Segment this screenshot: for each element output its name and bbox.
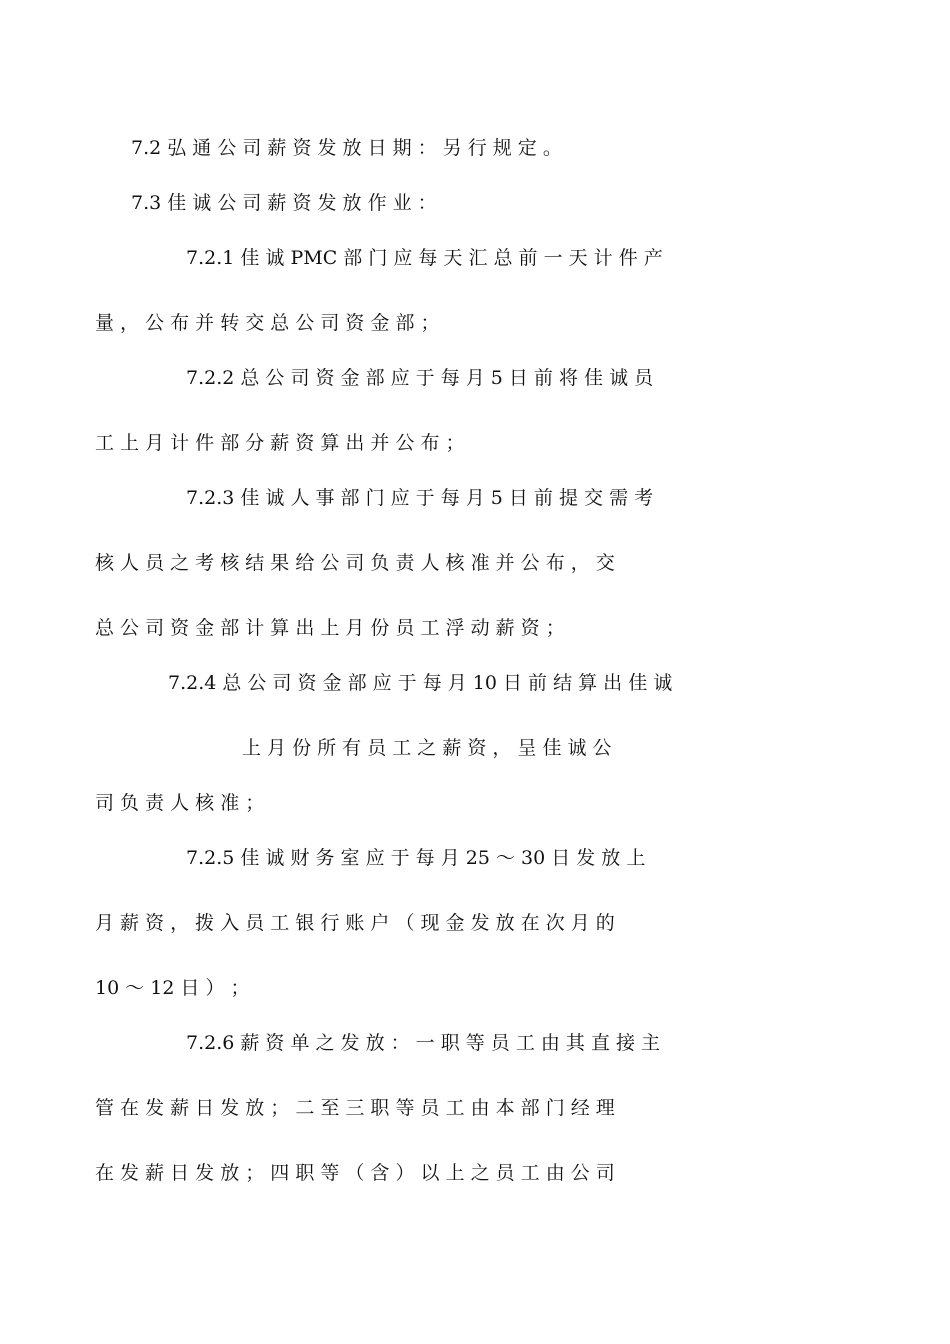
body-line-12: 司 负 责 人 核 准 ； [95, 792, 265, 814]
body-line-4: 量 ， 公 布 并 转 交 总 公 司 资 金 部 ； [95, 312, 440, 334]
body-line-17: 管 在 发 薪 日 发 放 ； 二 至 三 职 等 员 工 由 本 部 门 经 理 [95, 1097, 615, 1119]
body-line-9: 总 公 司 资 金 部 计 算 出 上 月 份 员 工 浮 动 薪 资 ； [95, 617, 565, 639]
body-line-15: 10 ～ 12 日 ） ； [95, 977, 250, 999]
body-line-5: 7.2.2 总 公 司 资 金 部 应 于 每 月 5 日 前 将 佳 诚 员 [186, 367, 654, 389]
body-line-3: 7.2.1 佳 诚 PMC 部 门 应 每 天 汇 总 前 一 天 计 件 产 [186, 247, 663, 269]
body-line-16: 7.2.6 薪 资 单 之 发 放 ： 一 职 等 员 工 由 其 直 接 主 [186, 1032, 661, 1054]
body-line-11: 上 月 份 所 有 员 工 之 薪 资 ， 呈 佳 诚 公 [242, 737, 612, 759]
body-line-7: 7.2.3 佳 诚 人 事 部 门 应 于 每 月 5 日 前 提 交 需 考 [186, 487, 654, 509]
body-line-6: 工 上 月 计 件 部 分 薪 资 算 出 并 公 布 ； [95, 432, 465, 454]
body-line-10: 7.2.4 总 公 司 资 金 部 应 于 每 月 10 日 前 结 算 出 佳 诚 [168, 672, 673, 694]
body-line-13: 7.2.5 佳 诚 财 务 室 应 于 每 月 25 ～ 30 日 发 放 上 [186, 847, 646, 869]
body-line-2: 7.3 佳 诚 公 司 薪 资 发 放 作 业 ： [131, 192, 437, 214]
body-line-1: 7.2 弘 通 公 司 薪 资 发 放 日 期 ： 另 行 规 定 。 [131, 137, 562, 159]
body-line-18: 在 发 薪 日 发 放 ； 四 职 等 （ 含 ） 以 上 之 员 工 由 公 司 [95, 1162, 615, 1184]
body-line-8: 核 人 员 之 考 核 结 果 给 公 司 负 责 人 核 准 并 公 布 ， 交 [95, 552, 615, 574]
body-line-14: 月 薪 资 ， 拨 入 员 工 银 行 账 户 （ 现 金 发 放 在 次 月 的 [95, 912, 615, 934]
